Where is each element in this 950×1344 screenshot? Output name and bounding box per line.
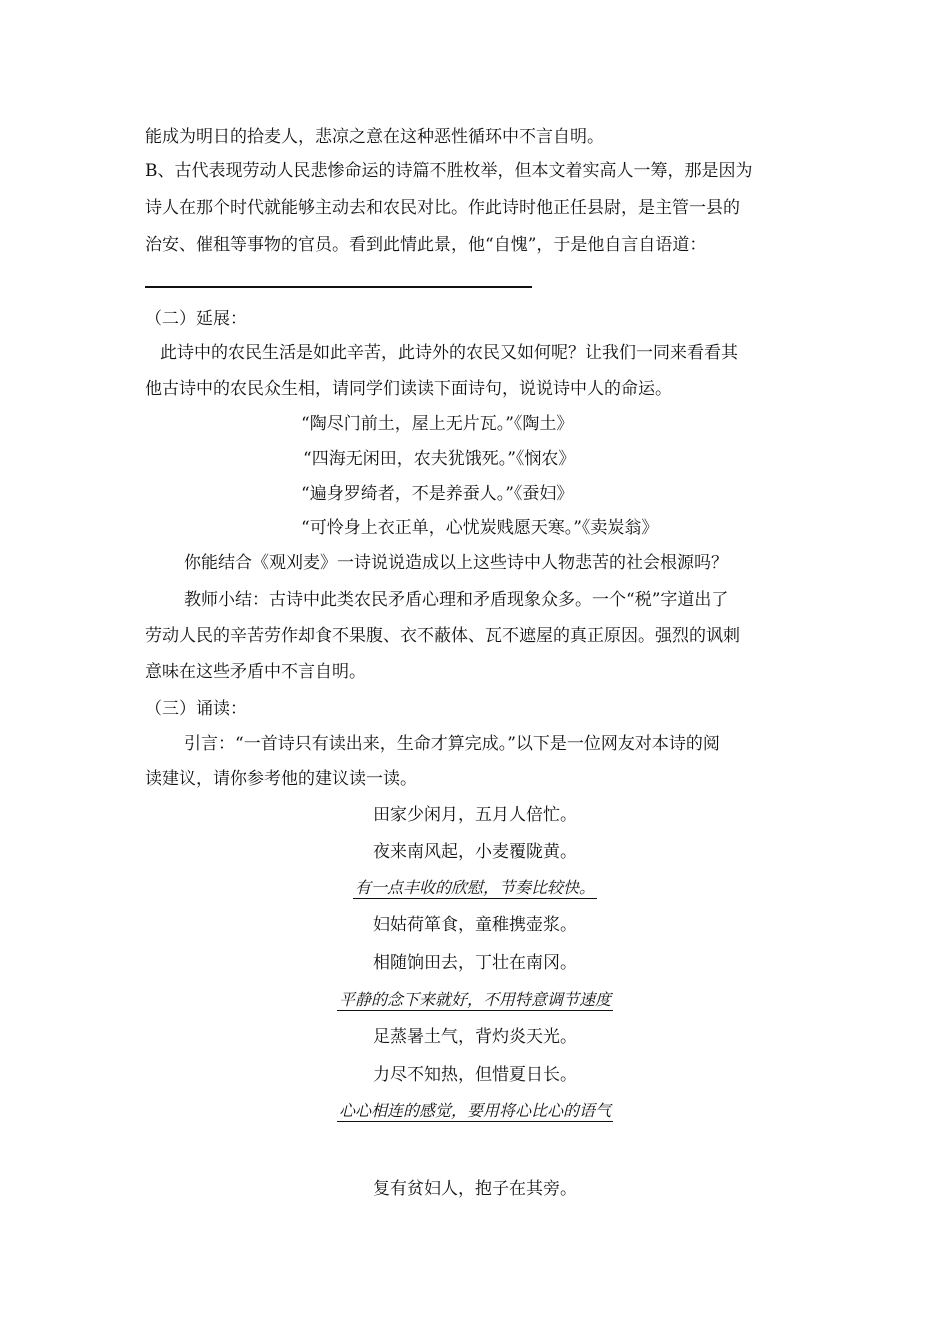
teacher-summary-line-1: 教师小结：古诗中此类农民矛盾心理和矛盾现象众多。一个“税”字道出了: [184, 590, 729, 610]
section-2-question: 你能结合《观刈麦》一诗说说造成以上这些诗中人物悲苦的社会根源吗？: [184, 553, 728, 573]
quote-line: “陶尽门前土，屋上无片瓦。”《陶土》: [301, 414, 574, 434]
poem-line: 足蒸暑土气，背灼炎天光。: [373, 1027, 577, 1047]
section-3-intro-line-2: 读建议，请你参考他的建议读一读。: [145, 769, 417, 789]
quote-line: “遍身罗绮者，不是养蚕人。”《蚕妇》: [301, 484, 574, 504]
reading-note: [0, 988, 950, 1012]
reading-note-text: 心心相连的感觉，要用将心比心的语气: [338, 1101, 611, 1120]
section-2-heading: （二）延展：: [145, 309, 247, 329]
reading-note-text: 平静的念下来就好，不用特意调节速度: [338, 990, 611, 1009]
section-3-intro-line-1: 引言：“一首诗只有读出来，生命才算完成。”以下是一位网友对本诗的阅: [184, 734, 720, 754]
reading-note-text: 有一点丰收的欣慰，节奏比较快。: [354, 878, 595, 897]
poem-line: 夜来南风起，小麦覆陇黄。: [373, 842, 577, 862]
poem-line: 复有贫妇人，抱子在其旁。: [373, 1179, 577, 1199]
section-2-intro-line-2: 他古诗中的农民众生相，请同学们读读下面诗句，说说诗中人的命运。: [145, 379, 672, 399]
poem-line: 妇姑荷箪食，童稚携壶浆。: [373, 915, 577, 935]
answer-blank-line: [145, 286, 532, 288]
paragraph-b-line-2: 诗人在那个时代就能够主动去和农民对比。作此诗时他正任县尉，是主管一县的: [145, 198, 740, 218]
paragraph-a-ending: 能成为明日的拾麦人，悲凉之意在这种恶性循环中不言自明。: [145, 127, 604, 147]
reading-note: [0, 1099, 950, 1123]
poem-line: 相随饷田去，丁壮在南冈。: [373, 953, 577, 973]
paragraph-b-line-3: 治安、催租等事物的官员。看到此情此景，他“自愧”，于是他自言自语道：: [145, 235, 707, 255]
teacher-summary-line-3: 意味在这些矛盾中不言自明。: [145, 662, 366, 682]
reading-note: [0, 876, 950, 900]
section-2-intro-line-1: 此诗中的农民生活是如此辛苦，此诗外的农民又如何呢？让我们一同来看看其: [160, 343, 738, 363]
poem-line: 力尽不知热，但惜夏日长。: [373, 1065, 577, 1085]
section-3-heading: （三）诵读：: [145, 699, 247, 719]
poem-line: 田家少闲月，五月人倍忙。: [373, 805, 577, 825]
quote-line: “四海无闲田，农夫犹饿死。”《悯农》: [303, 449, 576, 469]
paragraph-b-line-1: B、古代表现劳动人民悲惨命运的诗篇不胜枚举，但本文着实高人一筹，那是因为: [145, 161, 753, 181]
quote-line: “可怜身上衣正单，心忧炭贱愿天寒。”《卖炭翁》: [301, 518, 659, 538]
teacher-summary-line-2: 劳动人民的辛苦劳作却食不果腹、衣不蔽体、瓦不遮屋的真正原因。强烈的讽刺: [145, 626, 740, 646]
